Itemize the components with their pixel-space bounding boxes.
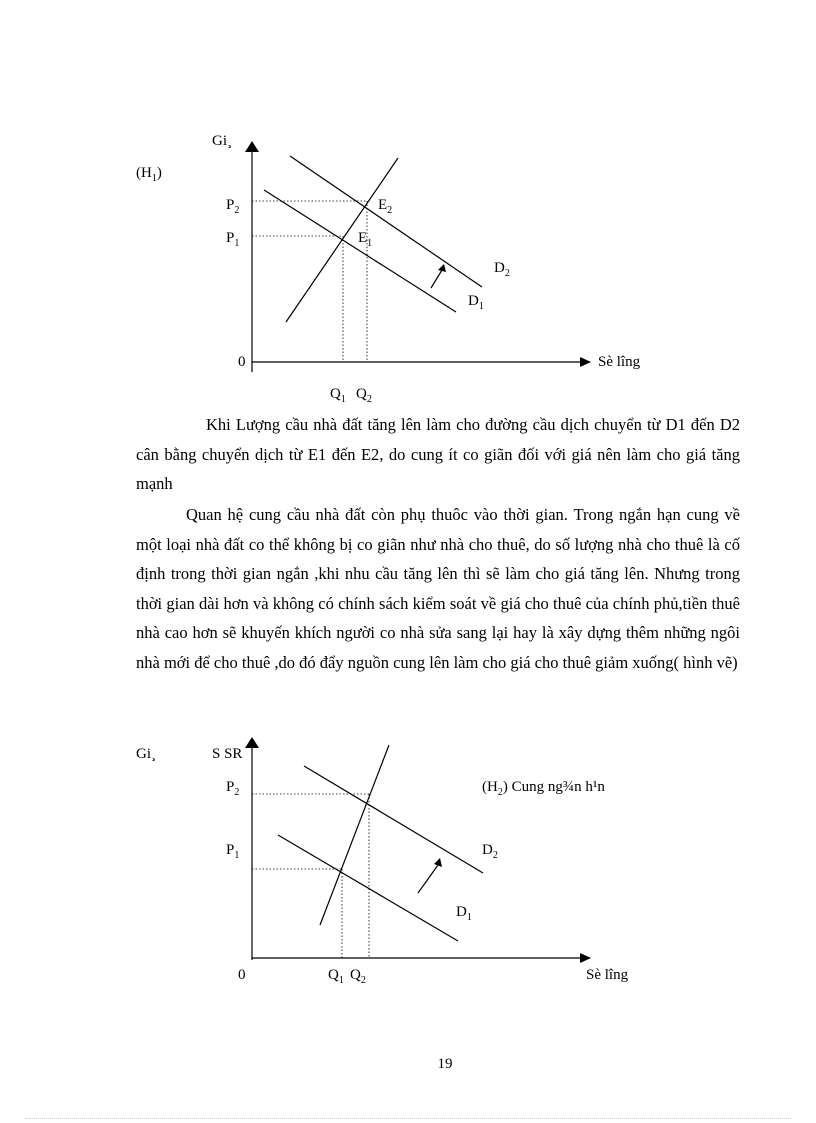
fig1-d2-label: $D_2$ — [494, 260, 510, 279]
fig1-d1-label: $D_1$ — [468, 293, 484, 312]
fig1-q1-label: $Q_1$ — [330, 386, 346, 405]
page-bottom-rule — [25, 1118, 791, 1119]
fig2-caption: $(H_2)$ Cung ng¾n h¹n — [482, 779, 605, 798]
fig2-q2-label: $Q_2$ — [350, 967, 366, 986]
fig2-x-axis-label: Sè lîng — [586, 967, 629, 983]
fig2-y-arrowhead — [245, 737, 259, 748]
fig2-supply-label: S SR — [212, 746, 243, 762]
fig2-x-arrowhead — [580, 953, 591, 963]
fig1-p1-label: $P_1$ — [226, 230, 240, 249]
fig2-demand-d2 — [304, 766, 483, 873]
fig1-q2-label: $Q_2$ — [356, 386, 372, 405]
page-number: 19 — [437, 1056, 453, 1072]
fig1-p2-label: $P_2$ — [226, 197, 240, 216]
fig2-y-axis-label: Gi¸ — [136, 746, 156, 762]
fig2-demand-d1 — [278, 835, 458, 941]
fig1-origin-label: 0 — [238, 354, 246, 370]
fig2-origin-label: 0 — [238, 967, 246, 983]
fig2-d2-label: $D_2$ — [482, 842, 498, 861]
fig2-shift-arrow — [418, 865, 438, 893]
fig1-x-axis-label: Sè lîng — [598, 354, 641, 370]
fig2-q1-label: $Q_1$ — [328, 967, 344, 986]
fig2-p2-label: $P_2$ — [226, 779, 240, 798]
paragraph-1: Khi Lượng cầu nhà đất tăng lên làm cho đường cầu dịch chuyển từ D1 đến D2 cân bằng chuyển dịch từ E1 đến E2, do cung ít co giãn đối với giá nên làm cho giá tăng mạnh — [136, 415, 740, 493]
fig1-figure-label: $(H_1)$ — [136, 165, 162, 184]
fig1-e2-label: $E_2$ — [378, 197, 393, 216]
fig2-p1-label: $P_1$ — [226, 842, 240, 861]
paragraph-2: Quan hệ cung cầu nhà đất còn phụ thuôc vào thời gian. Trong ngắn hạn cung về một loại nhà đất co thể không bị co giãn như nhà cho thuê, do số lượng nhà cho thuê là cố định trong thời gian ngắn ,khi nhu cầu tăng lên thì sẽ làm cho giá tăng lên. Nhưng trong thời gian dài hơn và không có chính sách kiểm soát về giá cho thuê của chính phủ,tiền thuê nhà cao hơn sẽ khuyến khích người co nhà sửa sang lại hay là xây dựng thêm những ngôi nhà mới để cho thuê ,do đó đẩy nguồn cung lên làm cho giá cho thuê giảm xuống( hình vẽ) — [136, 505, 740, 672]
fig2-supply-line — [320, 745, 389, 925]
fig2-d1-label: $D_1$ — [456, 904, 472, 923]
fig1-e1-label: $E_1$ — [358, 230, 373, 249]
fig1-y-axis-label: Gi¸ — [212, 133, 232, 149]
